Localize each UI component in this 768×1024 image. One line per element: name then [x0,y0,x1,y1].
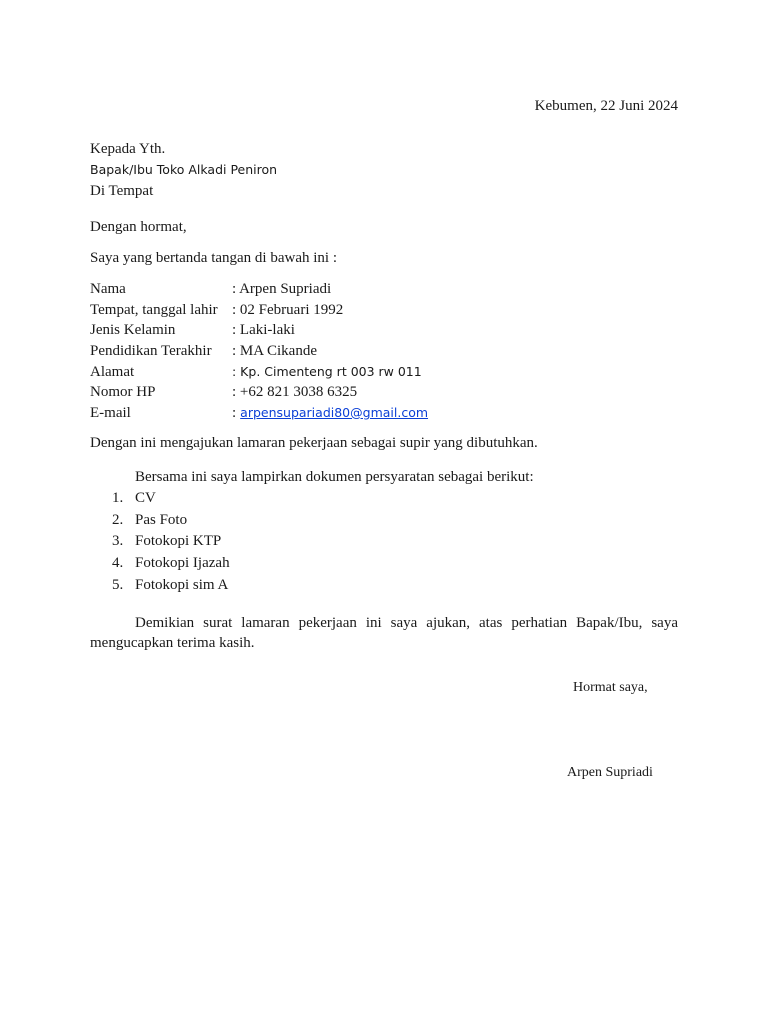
list-number: 5. [112,577,124,594]
intro-line: Saya yang bertanda tangan di bawah ini : [90,250,338,266]
list-text: Fotokopi Ijazah [135,555,230,572]
recipient-line-2: Bapak/Ibu Toko Alkadi Peniron [90,162,278,177]
salutation: Dengan hormat, [90,219,187,235]
recipient-block [90,139,277,201]
list-number: 1. [112,489,124,506]
detail-label: Jenis Kelamin [90,322,176,339]
detail-value: : Arpen Supriadi [232,281,332,298]
detail-value: : Kp. Cimenteng rt 003 rw 011 [232,363,422,379]
detail-label: Nomor HP [90,384,156,401]
detail-value [232,403,428,423]
list-number: 3. [112,533,124,550]
detail-label: Tempat, tanggal lahir [90,301,218,318]
detail-label: Alamat [90,363,135,380]
email-link[interactable]: arpensupariadi80@gmail.com [240,404,429,420]
date-line: Kebumen, 22 Juni 2024 [534,98,678,114]
recipient-line-1: Kepada Yth. [90,141,166,157]
purpose-line: Dengan ini mengajukan lamaran pekerjaan sebagai supir yang dibutuhkan. [90,435,538,451]
detail-label: E-mail [90,404,131,421]
signer-name: Arpen Supriadi [567,765,653,780]
detail-row-address [90,361,428,382]
detail-row-gender [90,320,428,341]
list-item [90,552,230,574]
list-item [90,509,230,531]
list-text: Pas Foto [135,511,188,528]
list-text: Fotokopi sim A [135,577,229,594]
closing-paragraph [90,613,678,653]
list-number: 4. [112,555,124,572]
list-text: Fotokopi KTP [135,533,222,550]
list-item [90,531,230,553]
detail-row-education [90,341,428,362]
detail-label: Nama [90,281,126,298]
list-text: CV [135,489,156,506]
detail-value: : +62 821 3038 6325 [232,384,358,401]
detail-row-email [90,403,428,424]
personal-details [90,279,428,423]
detail-row-birth [90,300,428,321]
detail-value: : 02 Februari 1992 [232,301,344,318]
list-number: 2. [112,511,124,528]
list-item [90,574,230,596]
regards-line: Hormat saya, [573,680,648,695]
detail-label: Pendidikan Terakhir [90,343,212,360]
attachments-list [90,487,230,596]
list-item [90,487,230,509]
email-prefix: : [232,404,237,421]
detail-row-name [90,279,428,300]
detail-value: : MA Cikande [232,343,317,360]
closing-text: Demikian surat lamaran pekerjaan ini saya ajukan, atas perhatian Bapak/Ibu, saya mengucapkan terima kasih. [90,615,678,651]
detail-value: : Laki-laki [232,322,295,339]
detail-row-phone [90,382,428,403]
attachments-intro: Bersama ini saya lampirkan dokumen persyaratan sebagai berikut: [135,469,534,485]
recipient-line-3: Di Tempat [90,183,154,199]
